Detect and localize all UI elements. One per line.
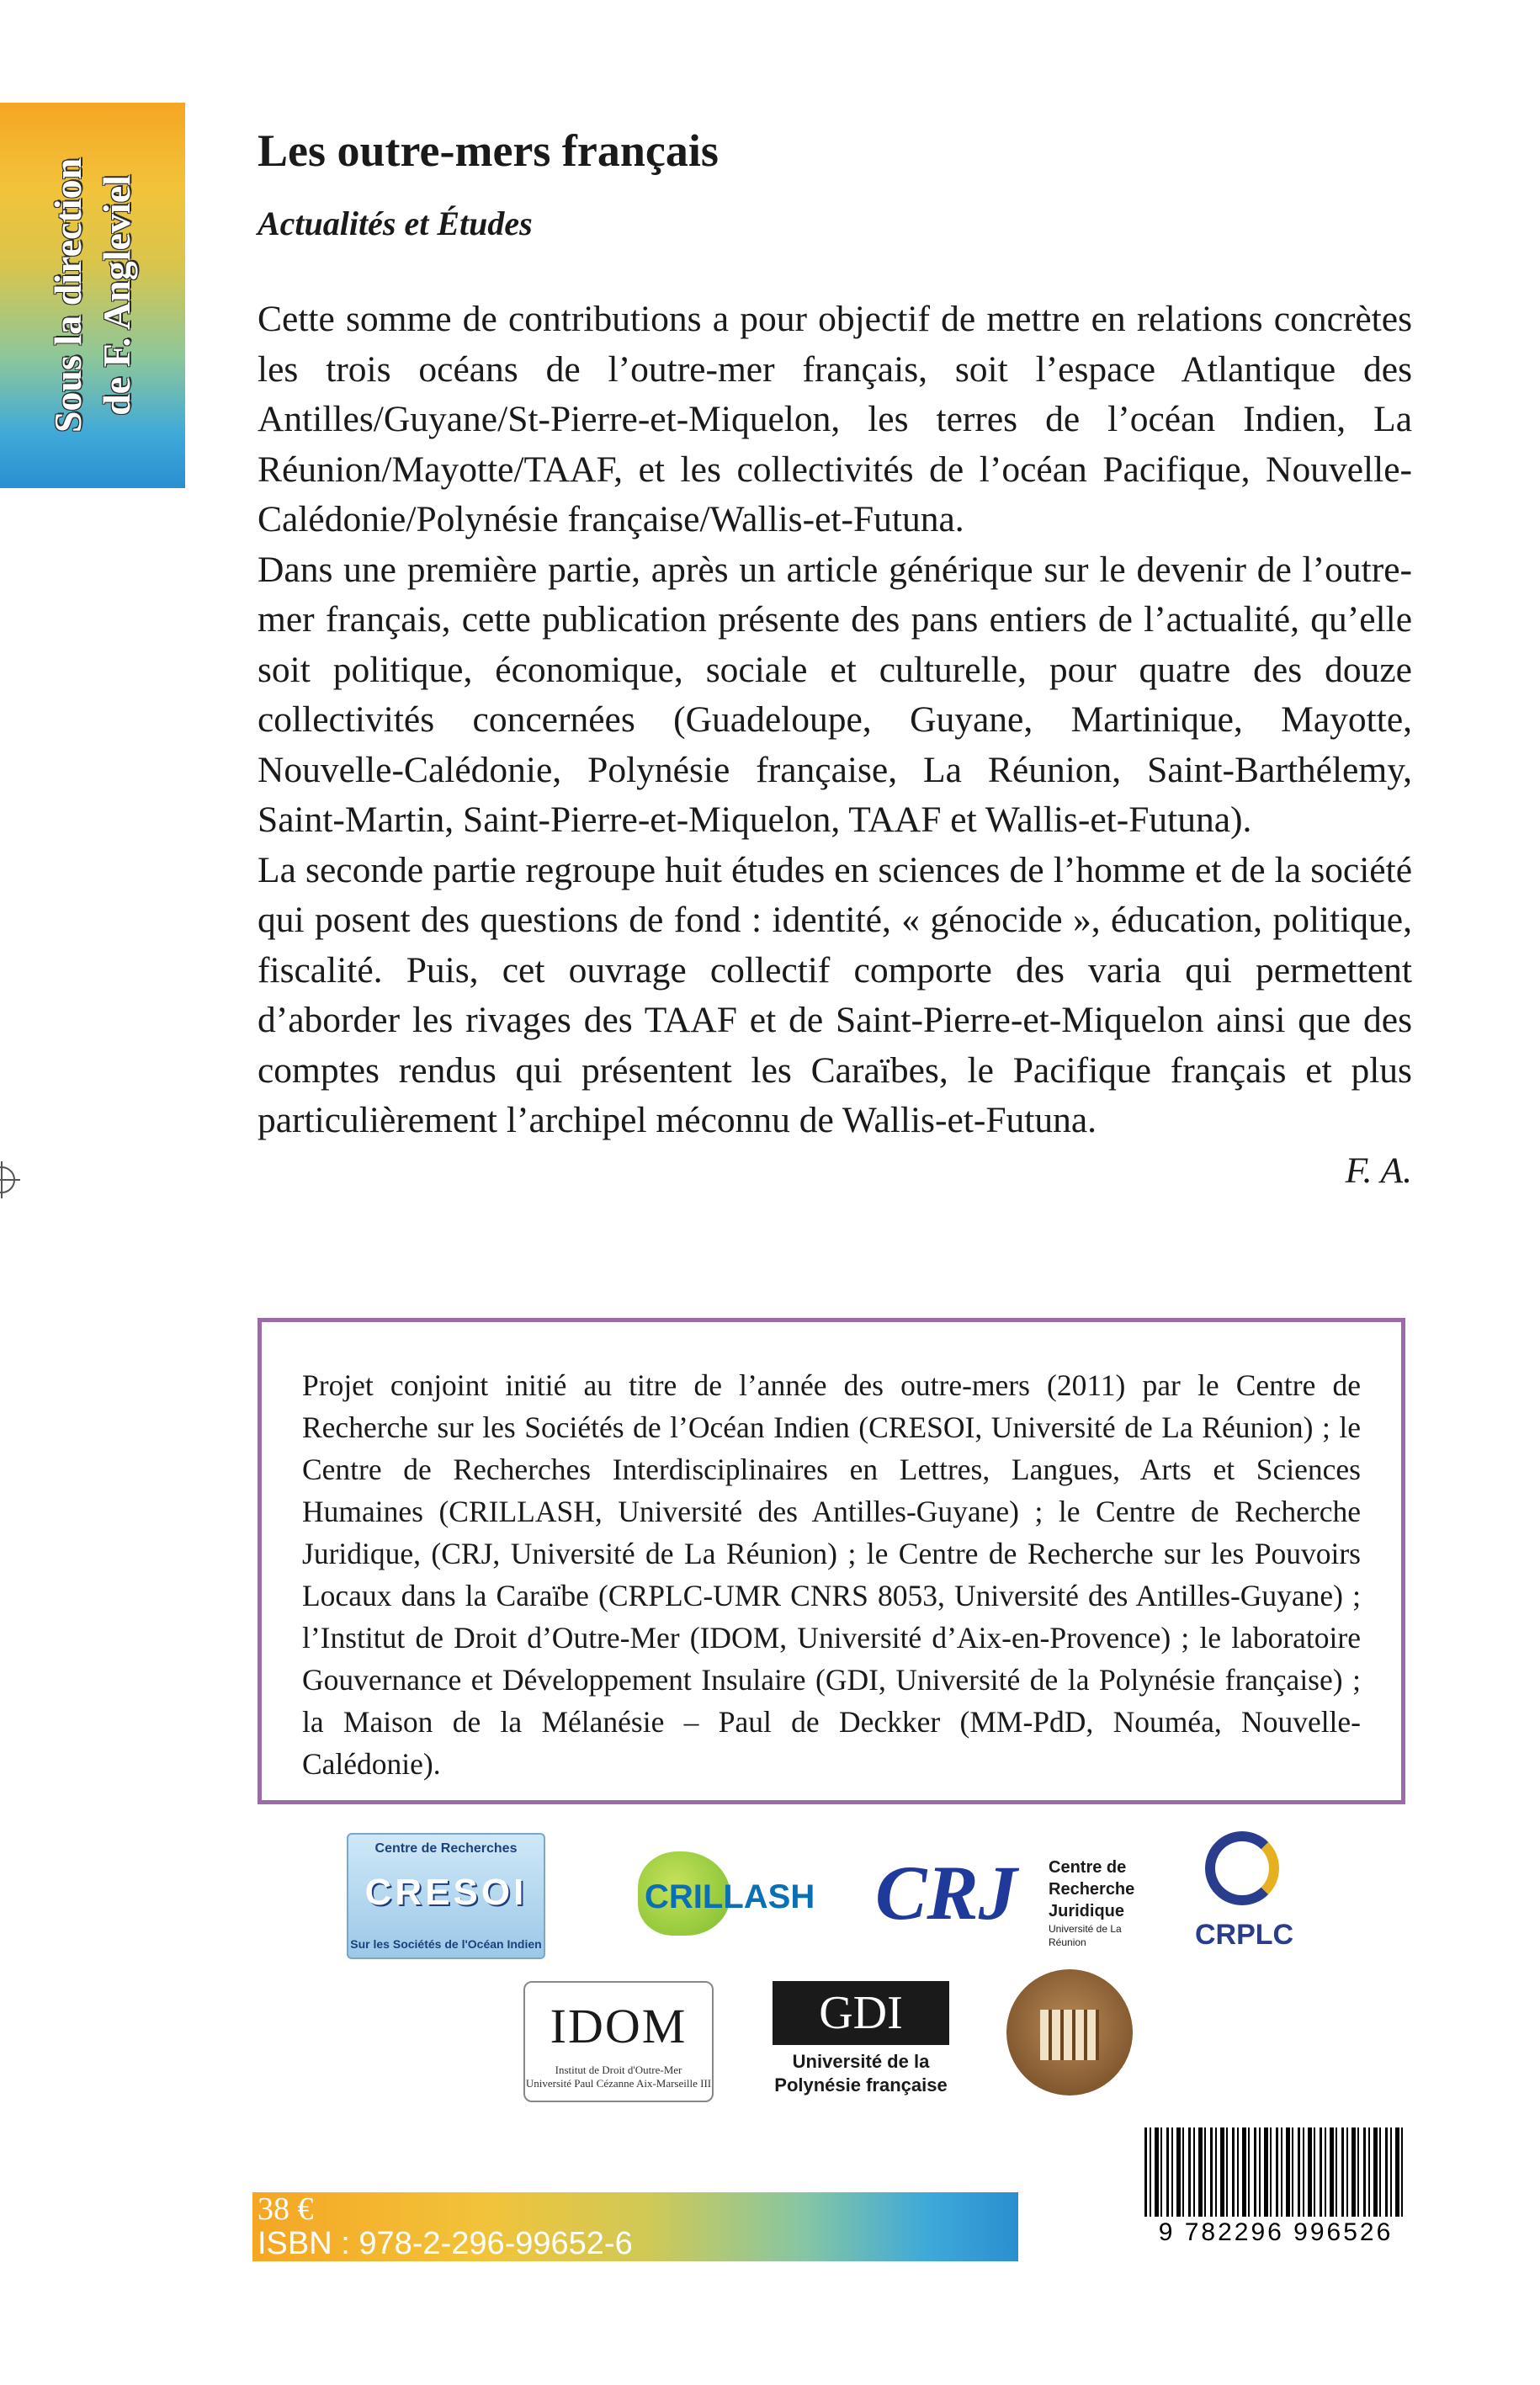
- maison-emblem-icon: [1040, 2010, 1099, 2060]
- gdi-sub-line-2: Polynésie française: [774, 2074, 948, 2096]
- crj-side-line-4: Université de La Réunion: [1049, 1923, 1122, 1948]
- idom-logo: [523, 1981, 714, 2102]
- back-cover-text: [258, 295, 1412, 1196]
- spine-line-1: Sous la direction: [46, 157, 89, 433]
- crop-mark-icon: [0, 1166, 15, 1193]
- barcode-digits: 9 782296 996526: [1158, 2218, 1394, 2246]
- cresoi-top-text: Centre de Recherches: [374, 1841, 518, 1856]
- project-box: [258, 1318, 1405, 1804]
- crillash-name: CRILLASH: [645, 1878, 815, 1915]
- cresoi-bottom-text: Sur les Sociétés de l'Océan Indien: [350, 1937, 542, 1951]
- crj-name: CRJ: [875, 1850, 1017, 1936]
- gdi-sub-line-1: Université de la: [792, 2051, 930, 2072]
- crplc-name: CRPLC: [1195, 1919, 1294, 1951]
- paragraph-1: Cette somme de contributions a pour objectif de mettre en relations concrètes les trois océans de l’outre-mer français, soit l’espace Atlantique des Antilles/Guyane/St-Pierre-et-Miquelon, les terres de l’océan Indien, La Réunion/Mayotte/TAAF, et les collectivités de l’océan Pacifique, Nouvelle-Calédonie/Polynésie française/Wallis-et-Futuna.: [258, 299, 1412, 539]
- crj-side-line-1: Centre de: [1049, 1858, 1127, 1877]
- gdi-logo: [773, 1981, 949, 2102]
- idom-subtitle: [525, 2064, 712, 2090]
- signature: F. A.: [1345, 1150, 1412, 1191]
- paragraph-2: Dans une première partie, après un article générique sur le devenir de l’outre-mer français, cette publication présente des pans entiers de l’actualité, qu’elle soit politique, économique, sociale et culturelle, pour quatre des douze collectivités concernées (Guadeloupe, Guyane, Martinique, Mayotte, Nouvelle-Calédonie, Polynésie française, La Réunion, Saint-Barthélemy, Saint-Martin, Saint-Pierre-et-Miquelon, TAAF et Wallis-et-Futuna).: [258, 549, 1412, 840]
- crj-side-line-2: Recherche: [1049, 1880, 1135, 1899]
- isbn: ISBN : 978-2-296-99652-6: [258, 2226, 633, 2261]
- crj-side-text: [1049, 1856, 1134, 1949]
- cresoi-name: CRESOI: [364, 1872, 528, 1913]
- cresoi-logo: [347, 1833, 545, 1959]
- barcode: [1144, 2127, 1407, 2252]
- gdi-name: GDI: [773, 1981, 949, 2045]
- project-text: Projet conjoint initié au titre de l’année des outre-mers (2011) par le Centre de Recherche sur les Sociétés de l’Océan Indien (CRESOI, Université de La Réunion) ; le Centre de Recherches Interdisciplinaires en Lettres, Langues, Arts et Sciences Humaines (CRILLASH, Université des Antilles-Guyane) ; le Centre de Recherche Juridique, (CRJ, Université de La Réunion) ; le Centre de Recherche sur les Pouvoirs Locaux dans la Caraïbe (CRPLC-UMR CNRS 8053, Université des Antilles-Guyane) ; l’Institut de Droit d’Outre-Mer (IDOM, Université d’Aix-en-Provence) ; le laboratoire Gouvernance et Développement Insulaire (GDI, Université de la Polynésie française) ; la Maison de la Mélanésie – Paul de Deckker (MM-PdD, Nouméa, Nouvelle-Calédonie).: [302, 1368, 1361, 1781]
- crj-logo: [875, 1848, 1135, 1948]
- book-subtitle: Actualités et Études: [258, 205, 533, 242]
- gdi-subtitle: [773, 2050, 949, 2097]
- crj-side-line-3: Juridique: [1049, 1902, 1125, 1920]
- crillash-logo: [604, 1843, 815, 1949]
- crplc-ring-icon: [1205, 1831, 1279, 1905]
- price: 38 €: [258, 2191, 314, 2227]
- crplc-logo: [1195, 1831, 1293, 1957]
- spine-editor-credit: [44, 103, 141, 488]
- paragraph-3: La seconde partie regroupe huit études en sciences de l’homme et de la société qui posent des questions de fond : identité, « génocide », éducation, politique, fiscalité. Puis, cet ouvrage collectif comporte des varia qui permettent d’aborder les rivages des TAAF et de Saint-Pierre-et-Miquelon ainsi que des comptes rendus qui présentent les Caraïbes, le Pacifique français et plus particulièrement l’archipel méconnu de Wallis-et-Futuna.: [258, 849, 1412, 1140]
- idom-sub-line-2: Université Paul Cézanne Aix-Marseille III: [525, 2077, 712, 2090]
- idom-sub-line-1: Institut de Droit d'Outre-Mer: [555, 2064, 682, 2076]
- book-title: Les outre-mers français: [258, 125, 719, 176]
- barcode-bars-icon: [1144, 2127, 1407, 2217]
- spine-line-2: de F. Angleviel: [95, 175, 138, 416]
- maison-melanesie-logo: [1006, 1969, 1133, 2096]
- idom-name: IDOM: [550, 1999, 688, 2053]
